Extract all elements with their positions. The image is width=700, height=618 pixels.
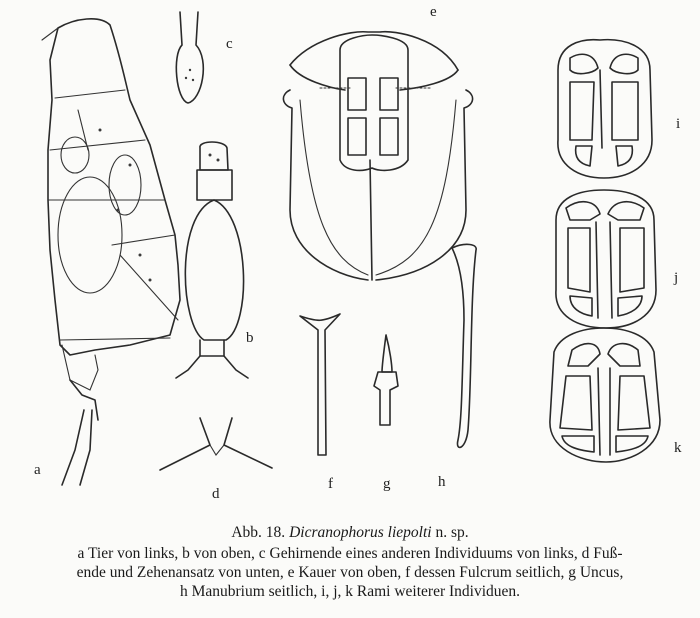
label-e: e: [430, 4, 437, 20]
label-k: k: [674, 440, 682, 456]
drawing-i-rami: [558, 40, 652, 178]
label-c: c: [226, 36, 233, 52]
drawing-b-dorsal: [176, 142, 248, 378]
label-j: j: [674, 270, 679, 286]
drawing-k-rami: [550, 328, 660, 462]
label-f: f: [328, 476, 333, 492]
drawing-g-uncus: [374, 335, 398, 425]
figure-caption-title: [10, 523, 690, 542]
drawing-f-fulcrum: [300, 314, 340, 455]
caption-suffix: n. sp.: [435, 524, 469, 541]
label-d: d: [212, 486, 220, 502]
drawing-j-rami: [556, 190, 656, 328]
caption-prefix: Abb. 18.: [231, 524, 286, 541]
drawing-d-foot-end: [160, 418, 272, 470]
caption-line-1: a Tier von links, b von oben, c Gehirnende eines anderen Individuums von links, d Fuß-: [77, 545, 623, 562]
label-g: g: [383, 476, 391, 492]
drawing-h-manubrium: [452, 244, 476, 447]
drawing-c-brain-end: [176, 12, 203, 103]
drawing-e-trophi: [283, 32, 472, 280]
label-h: h: [438, 474, 446, 490]
drawing-a-animal-lateral: [42, 19, 180, 485]
caption-line-3: h Manubrium seitlich, i, j, k Rami weiterer Individuen.: [179, 583, 521, 600]
label-a: a: [34, 462, 41, 478]
figure-caption-body: [10, 544, 690, 601]
caption-line-2: ende und Zehenansatz von unten, e Kauer von oben, f dessen Fulcrum seitlich, g Uncus,: [76, 564, 624, 581]
label-i: i: [676, 116, 681, 132]
caption-species: Dicranophorus liepolti: [289, 524, 432, 541]
label-b: b: [246, 330, 254, 346]
